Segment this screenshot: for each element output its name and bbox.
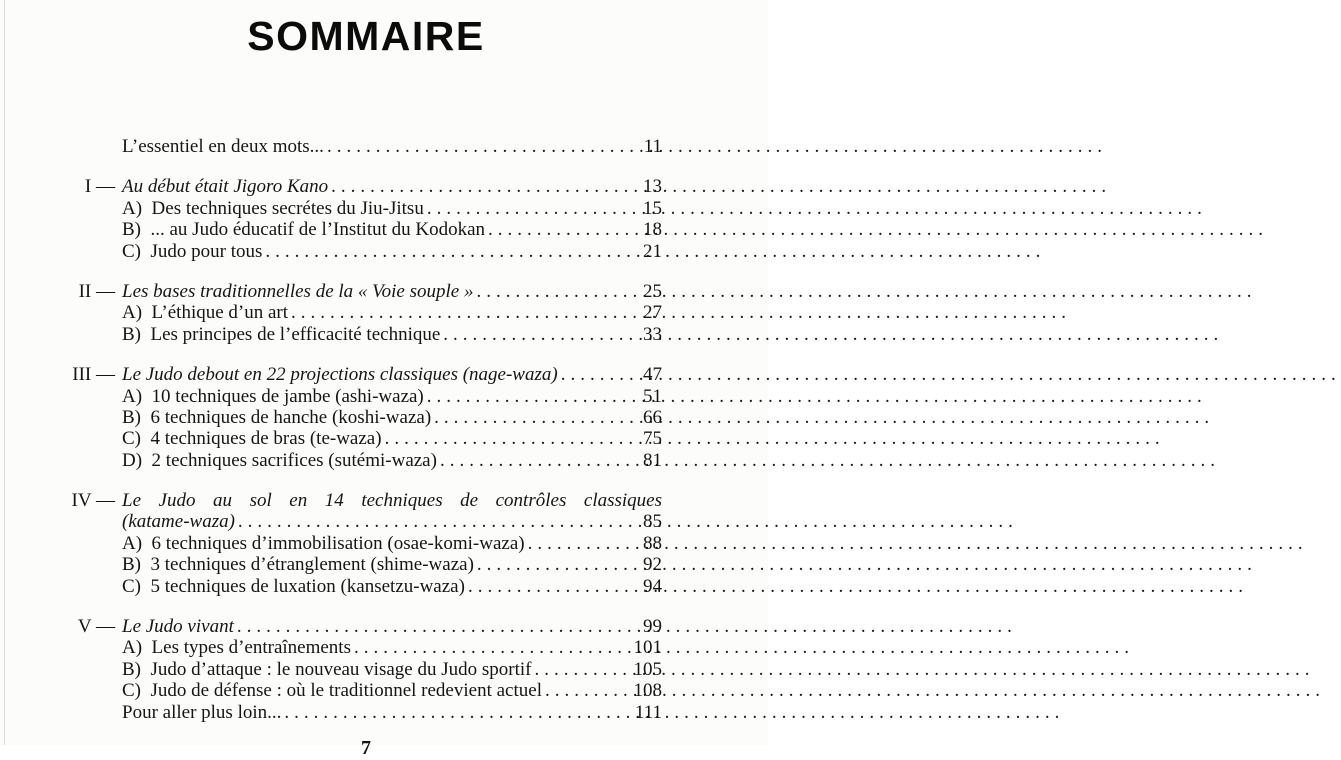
- dot-leader: [477, 554, 616, 575]
- toc-entry-label: L’essentiel en deux mots...: [122, 136, 324, 157]
- toc-entry-page: 85: [643, 511, 662, 533]
- toc-entry-page: 99: [643, 616, 662, 638]
- toc-entry-page: 13: [643, 176, 662, 198]
- dot-leader: [427, 386, 616, 407]
- scan-edge-line: [4, 0, 5, 745]
- toc-entry: [70, 281, 662, 302]
- toc-entry-page: 27: [643, 302, 662, 324]
- toc-entry: [70, 637, 662, 658]
- dot-leader: [284, 702, 616, 723]
- toc-entry-page: 81: [643, 449, 662, 471]
- toc-entry: [70, 407, 662, 428]
- dot-leader: [427, 198, 616, 219]
- toc-entry-label: Au début était Jigoro Kano: [122, 176, 329, 198]
- dot-leader: [443, 324, 616, 345]
- toc-entry: [70, 576, 662, 597]
- dot-leader: [468, 576, 616, 597]
- page-title: SOMMAIRE: [247, 13, 485, 59]
- toc-entry-page: 75: [643, 428, 662, 450]
- toc-entry: [70, 428, 662, 449]
- toc-entry-page: 92: [643, 554, 662, 576]
- toc-entry: [70, 219, 662, 240]
- toc-entry: [70, 364, 662, 385]
- toc-entry: [70, 702, 662, 723]
- toc-entry-page: 105: [633, 658, 662, 680]
- toc-entry-page: 101: [633, 637, 662, 659]
- dot-leader: [528, 533, 616, 554]
- toc-entry-page: 21: [643, 240, 662, 262]
- toc-entry: [70, 554, 662, 575]
- table-of-contents: [70, 136, 662, 723]
- toc-entry-label: C) 5 techniques de luxation (kansetzu-waza): [122, 575, 465, 597]
- dot-leader: [385, 428, 616, 449]
- dot-leader: [545, 680, 616, 701]
- toc-entry-page: 15: [643, 197, 662, 219]
- toc-entry: [70, 450, 662, 471]
- toc-entry-label: B) 6 techniques de hanche (koshi-waza): [122, 406, 432, 428]
- toc-entry-label: A) Des techniques secrétes du Jiu-Jitsu: [122, 197, 424, 219]
- toc-entry-page: 33: [643, 323, 662, 345]
- toc-entry: [70, 136, 662, 157]
- toc-entry: [70, 302, 662, 323]
- toc-entry-label: Le Judo au sol en 14 techniques de contrôles classiques: [122, 490, 662, 512]
- toc-entry-page: 47: [643, 364, 662, 386]
- dot-leader: [434, 407, 616, 428]
- dot-leader: [534, 659, 616, 680]
- toc-entry: [70, 324, 662, 345]
- toc-entry-label: A) 6 techniques d’immobilisation (osae-komi-waza): [122, 532, 525, 554]
- toc-entry-label: A) 10 techniques de jambe (ashi-waza): [122, 385, 424, 407]
- toc-entry-page: 94: [643, 575, 662, 597]
- toc-entry-label: B) Judo d’attaque : le nouveau visage du Judo sportif: [122, 658, 532, 680]
- dot-leader: [237, 616, 616, 637]
- toc-entry: [70, 241, 662, 262]
- dot-leader: [561, 364, 616, 385]
- toc-entry: [70, 490, 662, 511]
- toc-entry: [70, 386, 662, 407]
- toc-entry-label: B) ... au Judo éducatif de l’Institut du Kodokan: [122, 219, 486, 241]
- dot-leader: [265, 241, 616, 262]
- toc-entry-page: 88: [643, 532, 662, 554]
- toc-entry: [70, 176, 662, 197]
- toc-entry-numeral: II —: [78, 280, 115, 302]
- toc-entry-label: Les bases traditionnelles de la « Voie souple »: [122, 280, 474, 302]
- dot-leader: [238, 511, 616, 532]
- toc-entry-numeral: III —: [72, 364, 115, 386]
- toc-entry: [70, 659, 662, 680]
- toc-entry-label: C) 4 techniques de bras (te-waza): [122, 428, 382, 450]
- toc-entry-page: 11: [643, 136, 662, 157]
- toc-entry: [70, 511, 662, 532]
- toc-entry: [70, 198, 662, 219]
- toc-entry-label: Le Judo vivant: [122, 616, 234, 638]
- dot-leader: [440, 450, 616, 471]
- toc-entry-page: 108: [633, 680, 662, 702]
- page-content: [70, 0, 662, 723]
- toc-entry: [70, 616, 662, 637]
- dot-leader: [354, 637, 616, 658]
- toc-entry-label: D) 2 techniques sacrifices (sutémi-waza): [122, 449, 437, 471]
- toc-entry-page: 18: [643, 219, 662, 241]
- toc-entry-page: 25: [643, 280, 662, 302]
- toc-entry: [70, 533, 662, 554]
- toc-entry: [70, 680, 662, 701]
- toc-entry-label: A) L’éthique d’un art: [122, 302, 289, 324]
- toc-entry-label: C) Judo de défense : où le traditionnel redevient actuel: [122, 680, 542, 702]
- toc-entry-label: Pour aller plus loin...: [122, 701, 282, 723]
- dot-leader: [331, 176, 616, 197]
- dot-leader: [291, 302, 616, 323]
- toc-entry-label: C) Judo pour tous: [122, 240, 263, 262]
- dot-leader: [476, 281, 616, 302]
- toc-entry-label: B) 3 techniques d’étranglement (shime-waza): [122, 554, 474, 576]
- footer-page-number: 7: [361, 737, 371, 759]
- toc-entry-numeral: V —: [77, 616, 115, 638]
- toc-entry-page: 66: [643, 406, 662, 428]
- toc-entry-label: Le Judo debout en 22 projections classiques (nage-waza): [122, 364, 558, 386]
- toc-entry-page: 51: [643, 385, 662, 407]
- toc-entry-label: (katame-waza): [122, 511, 235, 533]
- toc-entry-numeral: IV —: [71, 490, 115, 512]
- toc-entry-label: B) Les principes de l’efficacité technique: [122, 323, 441, 345]
- toc-entry-label: A) Les types d’entraînements: [122, 637, 351, 659]
- toc-entry-numeral: I —: [84, 176, 115, 198]
- dot-leader: [488, 219, 616, 240]
- dot-leader: [327, 136, 616, 157]
- toc-entry-page: 111: [634, 701, 662, 723]
